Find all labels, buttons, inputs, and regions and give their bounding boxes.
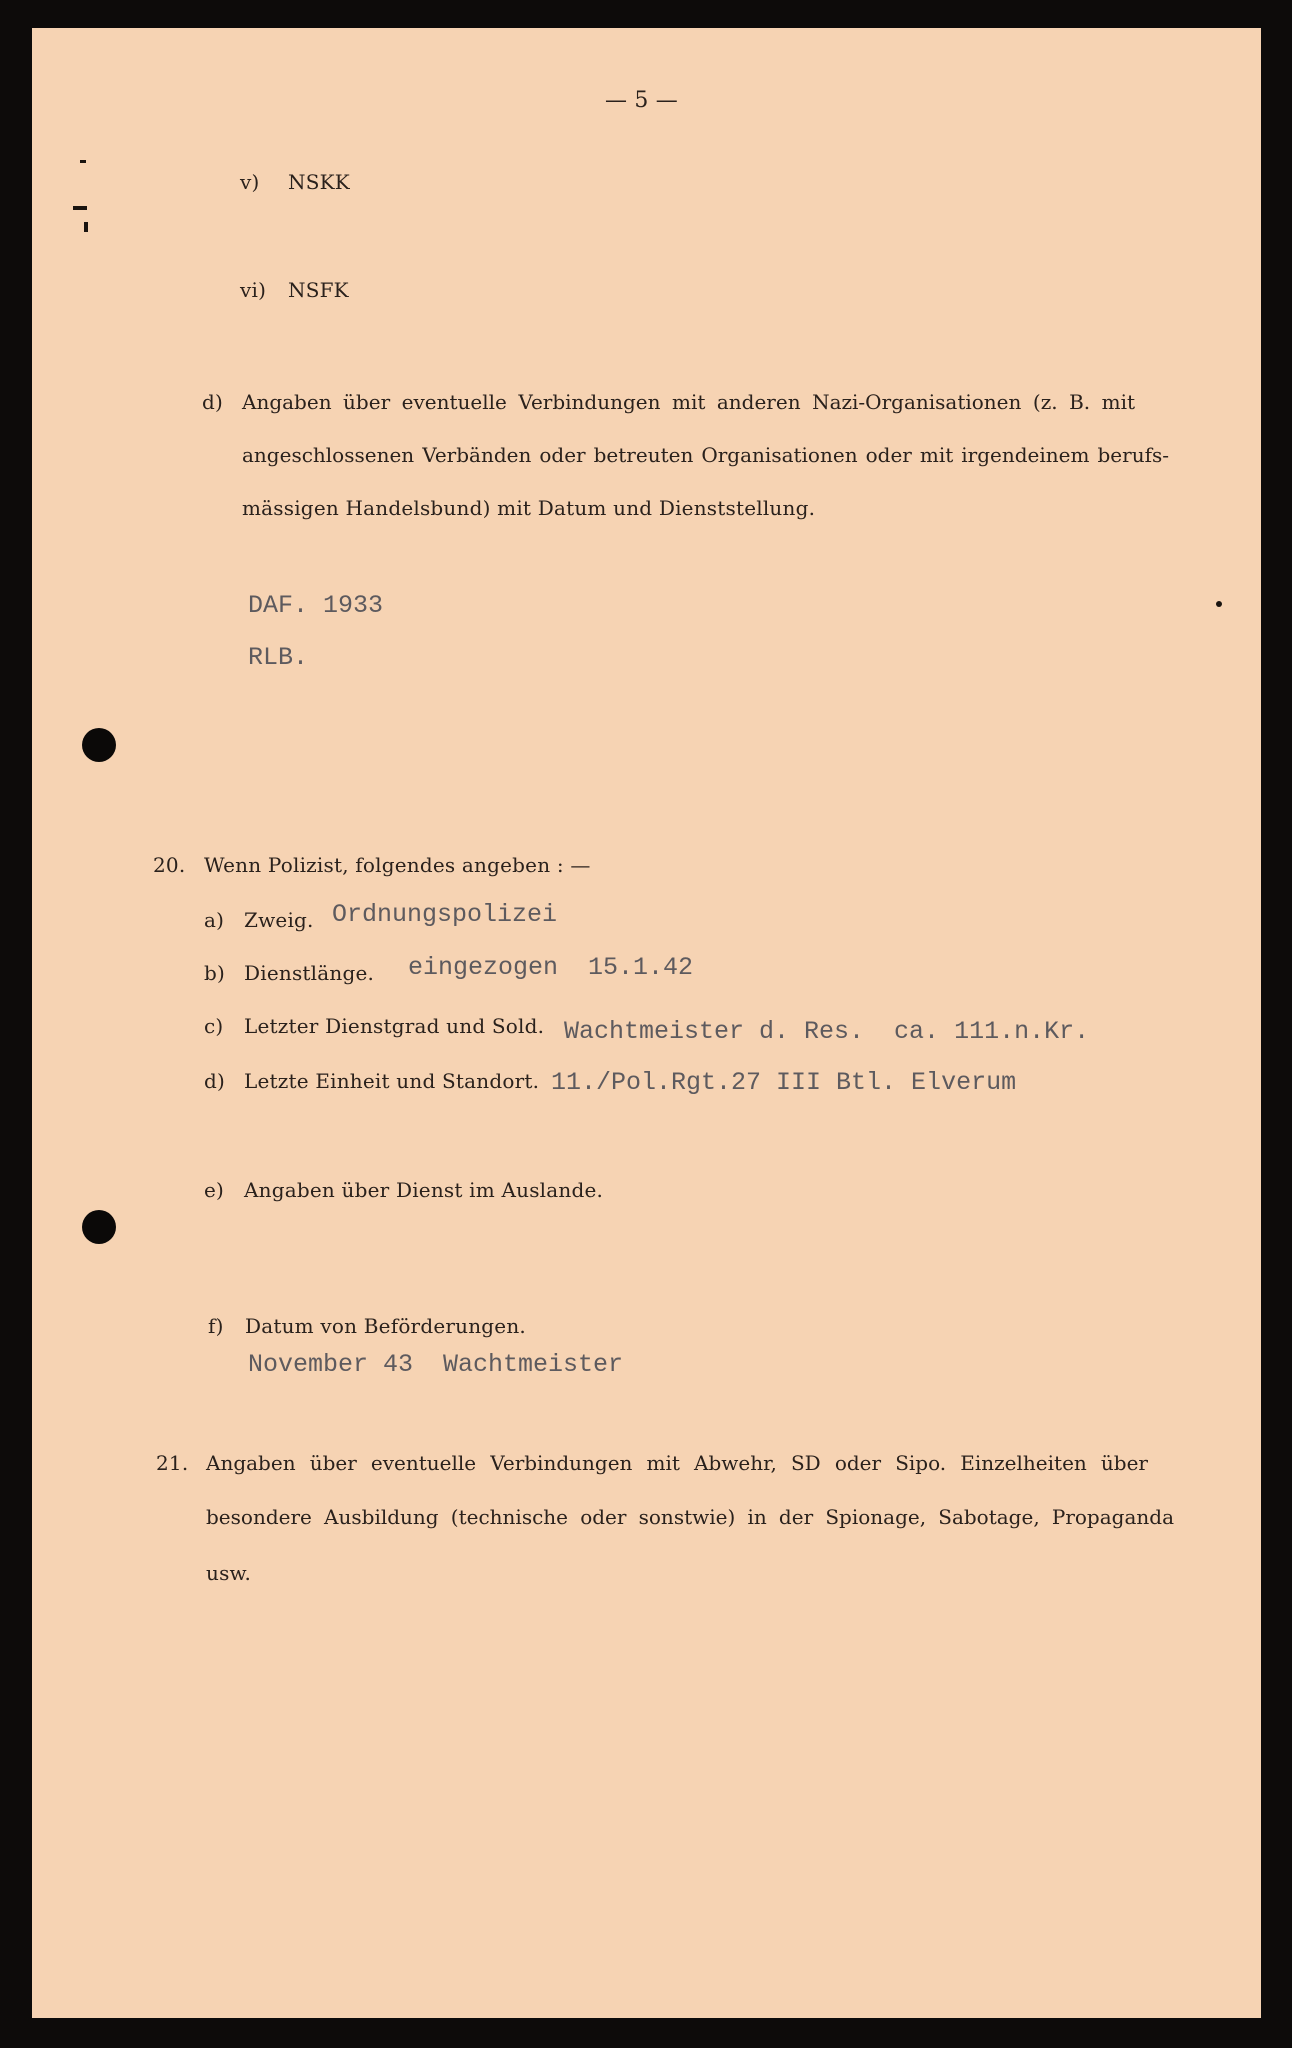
- question-21-line1: Angaben über eventuelle Verbindungen mit Abwehr, SD oder Sipo. Einzelheiten über: [206, 1451, 1148, 1475]
- q20-c-text: Letzter Dienstgrad und Sold.: [244, 1014, 545, 1038]
- question-21-line3: usw.: [206, 1561, 252, 1585]
- punch-hole-bottom: [82, 1210, 116, 1244]
- q20-d-label: d): [204, 1069, 226, 1093]
- item-d-answer-1: DAF. 1933: [248, 591, 384, 620]
- q20-a-answer: Ordnungspolizei: [332, 900, 558, 929]
- q20-a-text: Zweig.: [244, 908, 314, 932]
- item-v-label: v): [240, 170, 260, 194]
- item-d-line3: mässigen Handelsbund) mit Datum und Dienststellung.: [242, 496, 816, 520]
- q20-e-label: e): [204, 1178, 225, 1202]
- q20-c-label: c): [204, 1014, 224, 1038]
- page-number: — 5 —: [605, 88, 678, 113]
- q20-b-text: Dienstlänge.: [244, 961, 375, 985]
- question-21-line2: besondere Ausbildung (technische oder sonstwie) in der Spionage, Sabotage, Propaganda: [206, 1505, 1174, 1529]
- q20-d-answer: 11./Pol.Rgt.27 III Btl. Elverum: [551, 1068, 1017, 1097]
- q20-f-answer: November 43 Wachtmeister: [248, 1350, 624, 1379]
- question-20-text: Wenn Polizist, folgendes angeben : —: [204, 853, 591, 877]
- document-page: [32, 28, 1261, 2018]
- q20-e-text: Angaben über Dienst im Auslande.: [244, 1178, 604, 1202]
- margin-mark: [84, 222, 88, 232]
- item-vi-text: NSFK: [288, 278, 349, 302]
- item-d-answer-2: RLB.: [248, 643, 309, 672]
- item-d-line1: Angaben über eventuelle Verbindungen mit anderen Nazi-Organisationen (z. B. mit: [242, 390, 1135, 414]
- item-d-line2: angeschlossenen Verbänden oder betreuten Organisationen oder mit irgendeinem berufs-: [242, 443, 1169, 467]
- punch-hole-top: [82, 728, 116, 762]
- q20-b-answer: eingezogen 15.1.42: [408, 953, 694, 982]
- item-vi-label: vi): [240, 278, 267, 302]
- q20-f-text: Datum von Beförderungen.: [245, 1314, 526, 1338]
- q20-d-text: Letzte Einheit und Standort.: [244, 1069, 540, 1093]
- q20-c-answer: Wachtmeister d. Res. ca. 111.n.Kr.: [564, 1017, 1090, 1046]
- margin-mark: [73, 206, 87, 210]
- item-d-label: d): [202, 390, 224, 414]
- q20-f-label: f): [208, 1314, 224, 1338]
- paper-speck: [1216, 601, 1222, 607]
- question-21-number: 21.: [156, 1451, 189, 1475]
- q20-a-label: a): [204, 908, 225, 932]
- margin-mark: [80, 160, 86, 163]
- question-20-number: 20.: [153, 853, 186, 877]
- q20-b-label: b): [204, 961, 226, 985]
- item-v-text: NSKK: [288, 170, 350, 194]
